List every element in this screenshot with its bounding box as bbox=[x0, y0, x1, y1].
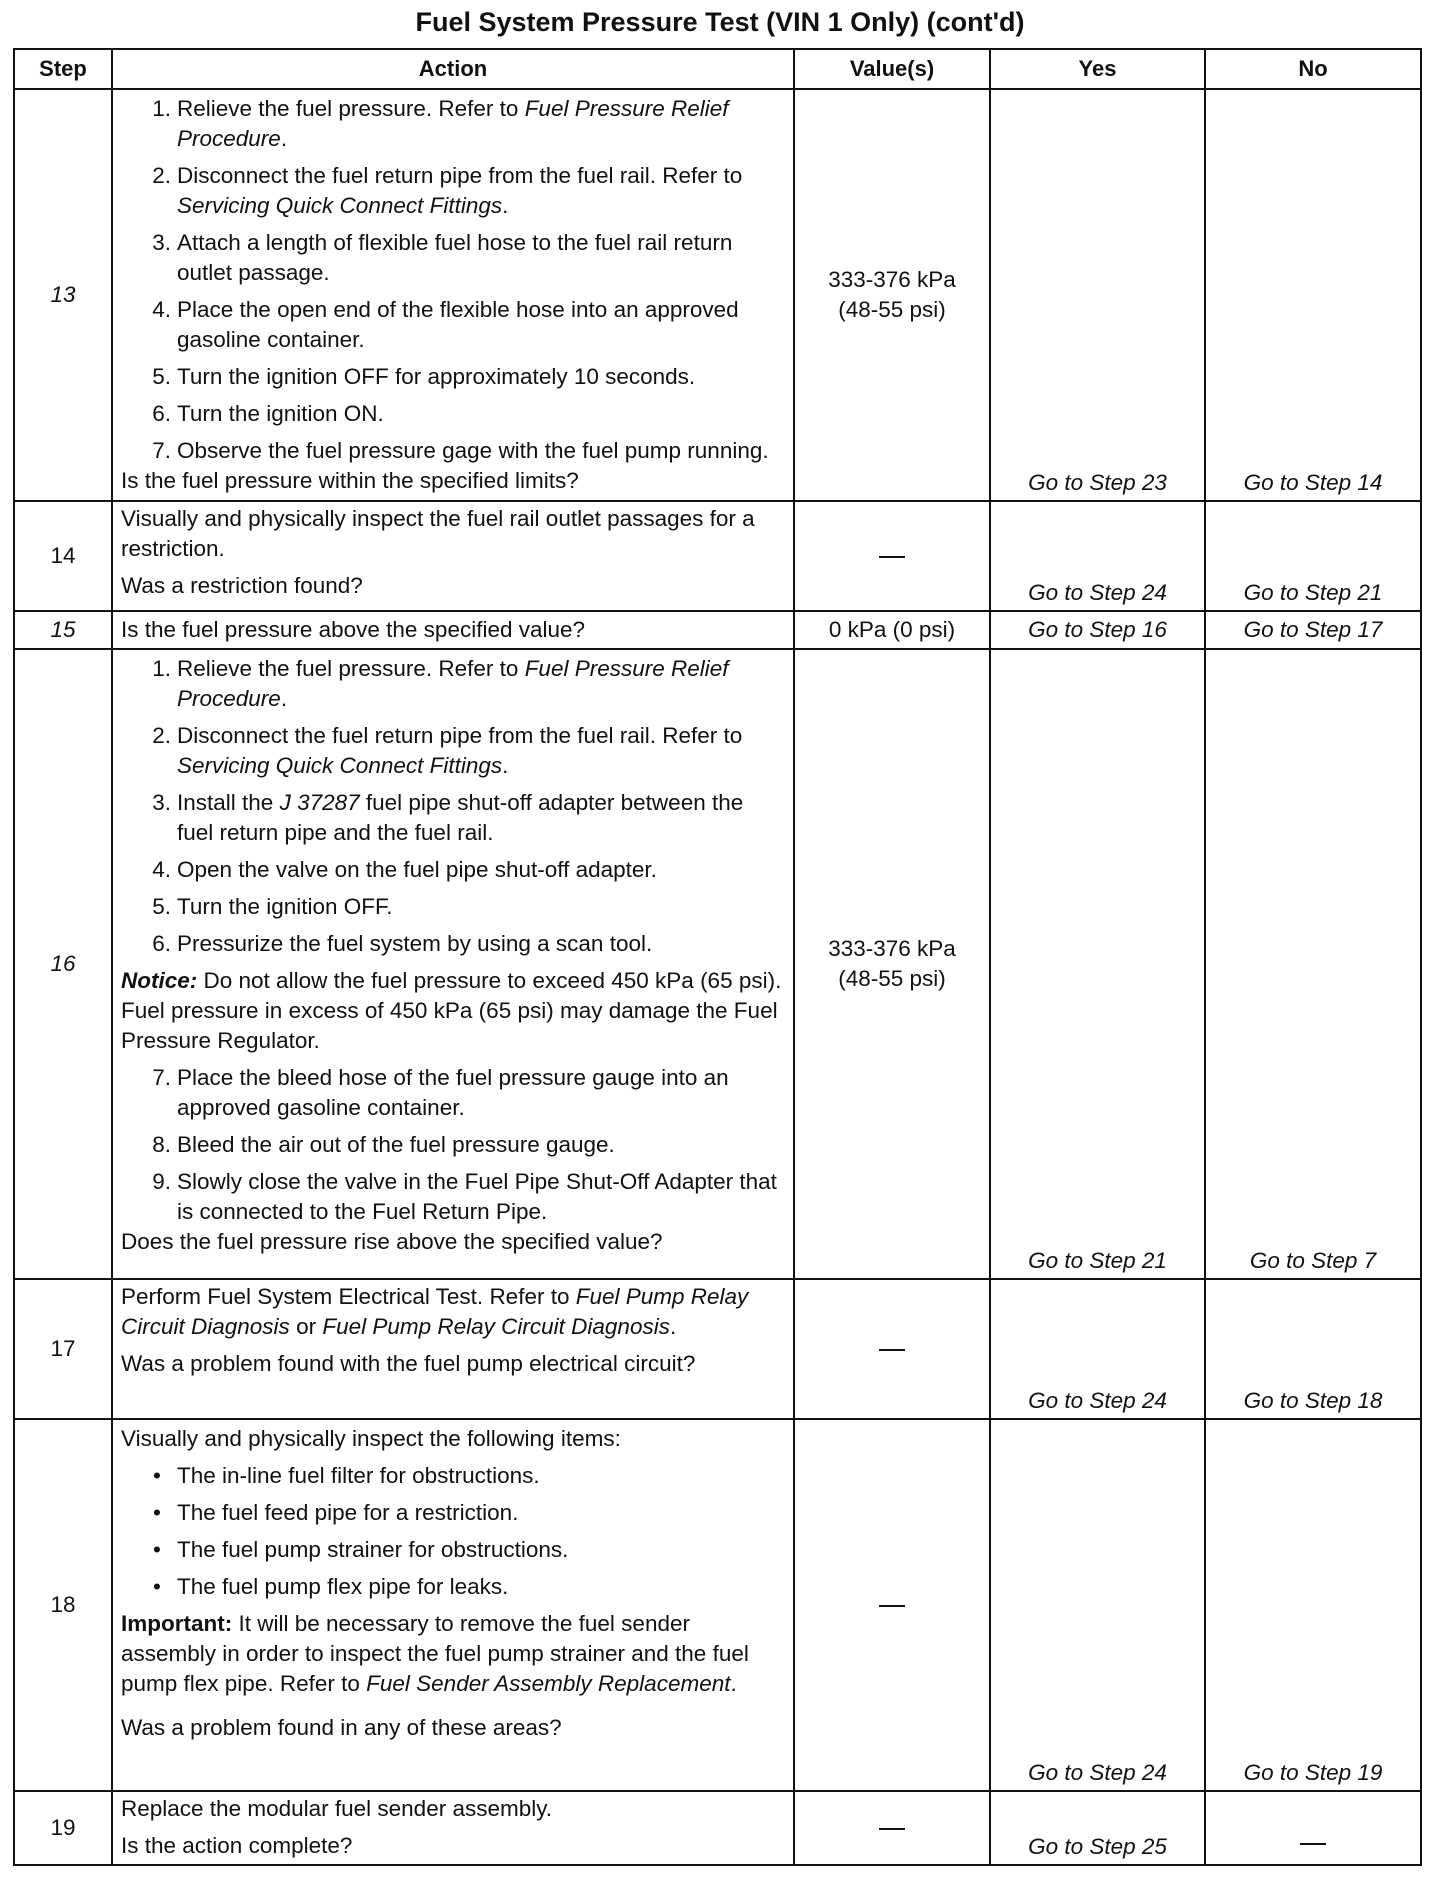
no-link[interactable]: Go to Step 17 bbox=[1205, 611, 1421, 649]
no-link[interactable]: Go to Step 21 bbox=[1205, 501, 1421, 611]
question-text: Was a problem found in any of these areas? bbox=[121, 1715, 562, 1740]
instruction-text: Visually and physically inspect the following items: bbox=[121, 1426, 621, 1451]
none-dash bbox=[1300, 1843, 1326, 1845]
question-text: Was a problem found with the fuel pump electrical circuit? bbox=[121, 1351, 696, 1376]
list-item: 5. Turn the ignition OFF. bbox=[152, 894, 393, 919]
procedure-list bbox=[121, 654, 785, 959]
list-item: • The fuel pump flex pipe for leaks. bbox=[153, 1574, 509, 1599]
list-item: 6. Pressurize the fuel system by using a scan tool. bbox=[152, 931, 653, 956]
step-number: 19 bbox=[14, 1791, 112, 1865]
step-number: 18 bbox=[14, 1419, 112, 1791]
list-item: 9. Slowly close the valve in the Fuel Pipe Shut-Off Adapter that is connected to the Fuel Return Pipe. bbox=[152, 1169, 777, 1224]
list-item: 3. Install the J 37287 fuel pipe shut-off adapter between the fuel return pipe and the fuel rail. bbox=[152, 790, 744, 845]
question-text: Does the fuel pressure rise above the specified value? bbox=[121, 1229, 663, 1254]
value-cell bbox=[794, 89, 990, 501]
step-number: 16 bbox=[14, 649, 112, 1279]
none-dash bbox=[879, 1828, 905, 1830]
table-row-step-15 bbox=[14, 611, 1421, 649]
question-text: Is the fuel pressure within the specified limits? bbox=[121, 468, 579, 493]
action-cell bbox=[112, 89, 794, 501]
no-cell bbox=[1205, 1791, 1421, 1865]
yes-link[interactable]: Go to Step 21 bbox=[990, 649, 1205, 1279]
step-number: 13 bbox=[14, 89, 112, 501]
question-text: Is the action complete? bbox=[121, 1833, 353, 1858]
yes-link[interactable]: Go to Step 24 bbox=[990, 501, 1205, 611]
none-dash bbox=[879, 556, 905, 558]
list-item: • The fuel feed pipe for a restriction. bbox=[153, 1500, 519, 1525]
action-cell bbox=[112, 1791, 794, 1865]
value-psi: (48-55 psi) bbox=[838, 966, 946, 991]
action-cell bbox=[112, 649, 794, 1279]
list-item: 1. Relieve the fuel pressure. Refer to Fuel Pressure Relief Procedure. bbox=[152, 96, 729, 151]
no-link[interactable]: Go to Step 19 bbox=[1205, 1419, 1421, 1791]
list-item: • The fuel pump strainer for obstructions. bbox=[153, 1537, 569, 1562]
value-cell bbox=[794, 649, 990, 1279]
table-row-step-13 bbox=[14, 89, 1421, 501]
header-values: Value(s) bbox=[794, 49, 990, 89]
list-item: 4. Open the valve on the fuel pipe shut-off adapter. bbox=[152, 857, 657, 882]
table-row-step-17 bbox=[14, 1279, 1421, 1419]
instruction-text: Replace the modular fuel sender assembly. bbox=[121, 1796, 553, 1821]
table-row-step-14 bbox=[14, 501, 1421, 611]
list-item: 7. Observe the fuel pressure gage with the fuel pump running. bbox=[152, 438, 769, 463]
list-item: 6. Turn the ignition ON. bbox=[152, 401, 384, 426]
yes-link[interactable]: Go to Step 16 bbox=[990, 611, 1205, 649]
yes-link[interactable]: Go to Step 23 bbox=[990, 89, 1205, 501]
list-item: 3. Attach a length of flexible fuel hose to the fuel rail return outlet passage. bbox=[152, 230, 733, 285]
header-no: No bbox=[1205, 49, 1421, 89]
instruction-text: Perform Fuel System Electrical Test. Refer to Fuel Pump Relay Circuit Diagnosis or Fuel Pump Relay Circuit Diagnosis. bbox=[121, 1284, 749, 1339]
no-link[interactable]: Go to Step 14 bbox=[1205, 89, 1421, 501]
important-text: Important: It will be necessary to remove the fuel sender assembly in order to inspect the fuel pump strainer and the fuel pump flex pipe. Refer to Fuel Sender Assembly Replacement. bbox=[121, 1611, 749, 1696]
list-item: 2. Disconnect the fuel return pipe from the fuel rail. Refer to Servicing Quick Connect Fittings. bbox=[152, 723, 743, 778]
diagnostic-table bbox=[13, 48, 1422, 1866]
value-cell bbox=[794, 1791, 990, 1865]
list-item: 4. Place the open end of the flexible hose into an approved gasoline container. bbox=[152, 297, 739, 352]
value-cell bbox=[794, 1279, 990, 1419]
question-text: Is the fuel pressure above the specified value? bbox=[121, 617, 586, 642]
header-step: Step bbox=[14, 49, 112, 89]
action-cell bbox=[112, 501, 794, 611]
step-number: 15 bbox=[14, 611, 112, 649]
table-row-step-19 bbox=[14, 1791, 1421, 1865]
page-title: Fuel System Pressure Test (VIN 1 Only) (cont'd) bbox=[415, 7, 1025, 37]
value-cell: 0 kPa (0 psi) bbox=[794, 611, 990, 649]
step-number: 17 bbox=[14, 1279, 112, 1419]
header-yes: Yes bbox=[990, 49, 1205, 89]
instruction-text: Visually and physically inspect the fuel rail outlet passages for a restriction. bbox=[121, 506, 755, 561]
list-item: 5. Turn the ignition OFF for approximately 10 seconds. bbox=[152, 364, 696, 389]
inspection-list bbox=[121, 1461, 785, 1602]
procedure-list bbox=[121, 1063, 785, 1227]
value-cell bbox=[794, 501, 990, 611]
yes-link[interactable]: Go to Step 24 bbox=[990, 1419, 1205, 1791]
header-action: Action bbox=[112, 49, 794, 89]
value-kpa: 333-376 kPa bbox=[828, 267, 956, 292]
list-item: 7. Place the bleed hose of the fuel pressure gauge into an approved gasoline container. bbox=[152, 1065, 729, 1120]
list-item: 1. Relieve the fuel pressure. Refer to Fuel Pressure Relief Procedure. bbox=[152, 656, 729, 711]
action-cell bbox=[112, 611, 794, 649]
yes-link[interactable]: Go to Step 25 bbox=[990, 1791, 1205, 1865]
procedure-list bbox=[121, 94, 785, 466]
step-number: 14 bbox=[14, 501, 112, 611]
action-cell bbox=[112, 1279, 794, 1419]
no-link[interactable]: Go to Step 7 bbox=[1205, 649, 1421, 1279]
list-item: 8. Bleed the air out of the fuel pressure gauge. bbox=[152, 1132, 615, 1157]
table-row-step-16 bbox=[14, 649, 1421, 1279]
no-link[interactable]: Go to Step 18 bbox=[1205, 1279, 1421, 1419]
notice-text: Notice: Do not allow the fuel pressure to exceed 450 kPa (65 psi). Fuel pressure in excess of 450 kPa (65 psi) may damage the Fuel Pressure Regulator. bbox=[121, 968, 782, 1053]
list-item: 2. Disconnect the fuel return pipe from the fuel rail. Refer to Servicing Quick Connect Fittings. bbox=[152, 163, 743, 218]
question-text: Was a restriction found? bbox=[121, 573, 363, 598]
none-dash bbox=[879, 1605, 905, 1607]
value-kpa: 333-376 kPa bbox=[828, 936, 956, 961]
table-row-step-18 bbox=[14, 1419, 1421, 1791]
action-cell bbox=[112, 1419, 794, 1791]
none-dash bbox=[879, 1349, 905, 1351]
value-psi: (48-55 psi) bbox=[838, 297, 946, 322]
header-row bbox=[14, 49, 1421, 89]
value-cell bbox=[794, 1419, 990, 1791]
yes-link[interactable]: Go to Step 24 bbox=[990, 1279, 1205, 1419]
list-item: • The in-line fuel filter for obstructions. bbox=[153, 1463, 540, 1488]
